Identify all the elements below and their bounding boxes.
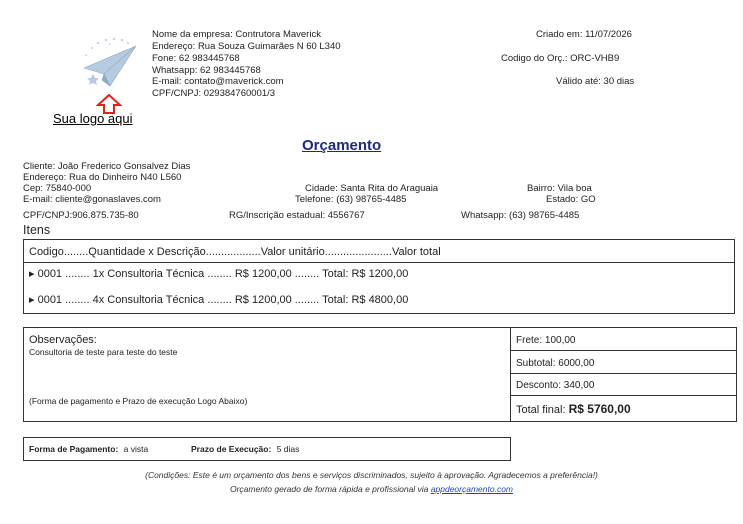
budget-code: Codigo do Orç.: ORC-VHB9 <box>501 53 620 64</box>
items-header: Codigo........Quantidade x Descrição..................Valor unitário......................Valor total <box>29 246 441 258</box>
observations-text: Consultoria de teste para teste do teste <box>29 347 178 357</box>
totals-divider <box>511 395 736 396</box>
payment-note: (Forma de pagamento e Prazo de execução Logo Abaixo) <box>29 396 248 406</box>
company-cnpj: CPF/CNPJ: 029384760001/3 <box>152 88 276 99</box>
items-label: Itens <box>23 223 51 237</box>
observations-label: Observações: <box>29 334 97 346</box>
discount-value: Desconto: 340,00 <box>516 380 595 391</box>
company-address: Endereço: Rua Souza Guimarães N 60 L340 <box>152 41 341 52</box>
items-header-divider <box>24 262 734 263</box>
footer-conditions: (Condições: Este é um orçamento dos bens e serviços discriminados, sujeito à aprovação. Agradecemos a preferência!) <box>145 470 598 480</box>
page-title: Orçamento <box>302 137 382 154</box>
client-email: E-mail: cliente@gonaslaves.com <box>23 194 161 205</box>
total-final <box>516 402 631 417</box>
client-cep: Cep: 75840-000 <box>23 183 92 194</box>
execution-deadline <box>191 444 299 454</box>
client-whatsapp: Whatsapp: (63) 98765-4485 <box>461 210 580 221</box>
client-neighborhood: Bairro: Vila boa <box>527 183 592 194</box>
company-whatsapp: Whatsapp: 62 983445768 <box>152 65 261 76</box>
client-state: Estado: GO <box>546 194 596 205</box>
payment-box <box>23 437 511 461</box>
client-phone: Telefone: (63) 98765-4485 <box>295 194 407 205</box>
company-name: Nome da empresa: Contrutora Maverick <box>152 29 321 40</box>
summary-divider <box>510 328 511 421</box>
valid-until: Válido até: 30 dias <box>556 76 635 87</box>
client-city: Cidade: Santa Rita do Araguaia <box>305 183 439 194</box>
items-table <box>23 239 735 314</box>
total-final-value: R$ 5760,00 <box>568 402 631 416</box>
paper-plane-icon <box>80 34 142 96</box>
logo-caption[interactable]: Sua logo aqui <box>53 111 133 126</box>
client-name: Cliente: João Frederico Gonsalvez Dias <box>23 161 191 172</box>
client-rg: RG/Inscrição estadual: 4556767 <box>229 210 365 221</box>
client-cpf: CPF/CNPJ:906.875.735-80 <box>23 210 139 221</box>
totals-divider <box>511 373 736 374</box>
item-row: ▸ 0001 ........ 1x Consultoria Técnica ........ R$ 1200,00 ........ Total: R$ 1200,00 <box>29 268 409 280</box>
footer-generated <box>0 484 743 494</box>
execution-deadline-label: Prazo de Execução: <box>191 444 272 454</box>
created-date: Criado em: 11/07/2026 <box>536 29 632 40</box>
item-row: ▸ 0001 ........ 4x Consultoria Técnica ........ R$ 1200,00 ........ Total: R$ 4800,00 <box>29 294 409 306</box>
client-address: Endereço: Rua do Dinheiro N40 L560 <box>23 172 182 183</box>
company-email: E-mail: contato@maverick.com <box>152 76 284 87</box>
total-final-label: Total final: <box>516 404 566 416</box>
payment-method-value: a vista <box>123 444 149 454</box>
freight-value: Frete: 100,00 <box>516 335 576 346</box>
subtotal-value: Subtotal: 6000,00 <box>516 358 595 369</box>
footer-link[interactable]: appdeorçamento.com <box>430 484 514 494</box>
totals-divider <box>511 350 736 351</box>
company-phone: Fone: 62 983445768 <box>152 53 240 64</box>
footer-generated-text: Orçamento gerado de forma rápida e profissional via <box>229 484 429 494</box>
payment-method <box>29 444 148 454</box>
execution-deadline-value: 5 dias <box>276 444 300 454</box>
payment-method-label: Forma de Pagamento: <box>29 444 119 454</box>
summary-box <box>23 327 737 422</box>
logo-area <box>80 34 142 96</box>
